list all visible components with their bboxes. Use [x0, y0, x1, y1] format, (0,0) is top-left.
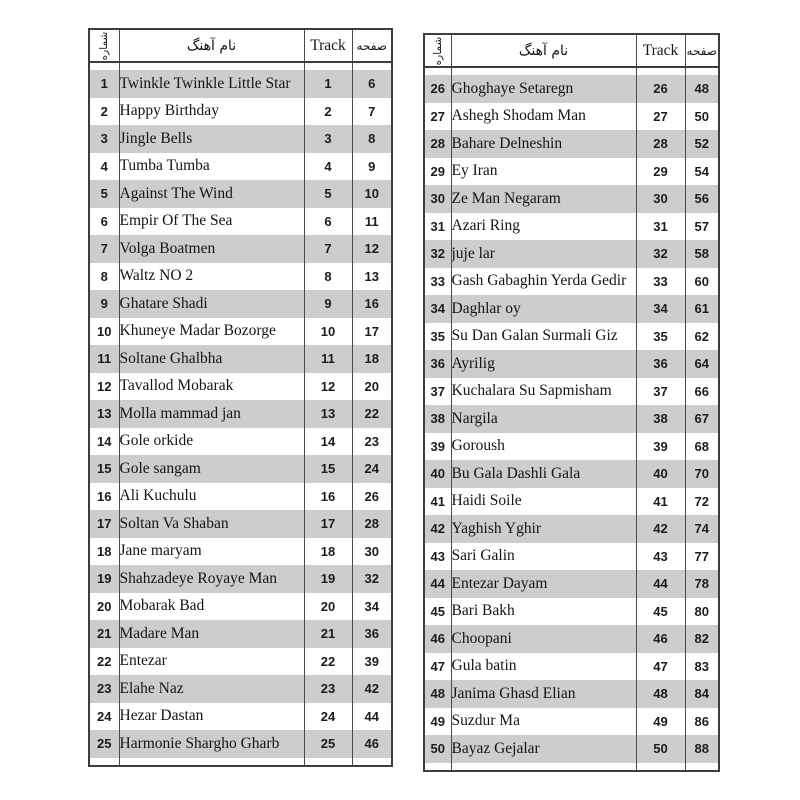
track-number-cell: 1	[304, 70, 352, 98]
track-number-cell: 23	[304, 675, 352, 703]
row-number-cell: 5	[89, 180, 119, 208]
table-row	[424, 75, 719, 103]
song-name-cell: Molla mammad jan	[119, 400, 304, 428]
table-row	[89, 153, 392, 181]
song-name-cell: Gash Gabaghin Yerda Gedir	[451, 268, 636, 296]
table-row	[424, 213, 719, 241]
table-row	[424, 350, 719, 378]
page-number-cell: 67	[685, 405, 719, 433]
page-number-cell: 82	[685, 625, 719, 653]
song-name-cell: Ayrilig	[451, 350, 636, 378]
row-number-cell: 35	[424, 323, 451, 351]
song-name-cell: Tumba Tumba	[119, 153, 304, 181]
track-number-cell: 35	[636, 323, 685, 351]
row-number-cell: 22	[89, 648, 119, 676]
row-number-cell: 11	[89, 345, 119, 373]
table-row	[89, 538, 392, 566]
page-number-cell: 7	[352, 98, 392, 126]
table-row	[424, 735, 719, 763]
song-name-cell: Madare Man	[119, 620, 304, 648]
page-number-cell: 22	[352, 400, 392, 428]
page-number-cell: 78	[685, 570, 719, 598]
song-name-cell: Yaghish Yghir	[451, 515, 636, 543]
song-name-cell: Ashegh Shodam Man	[451, 103, 636, 131]
song-name-cell: Su Dan Galan Surmali Giz	[451, 323, 636, 351]
table-row	[424, 323, 719, 351]
footer-spacer	[424, 763, 719, 771]
row-number-cell: 2	[89, 98, 119, 126]
row-number-cell: 23	[89, 675, 119, 703]
track-number-cell: 34	[636, 295, 685, 323]
table-row	[89, 648, 392, 676]
page-number-cell: 36	[352, 620, 392, 648]
song-name-cell: Entezar Dayam	[451, 570, 636, 598]
row-number-cell: 31	[424, 213, 451, 241]
song-name-cell: Shahzadeye Royaye Man	[119, 565, 304, 593]
col-header-track: Track	[636, 34, 685, 67]
row-number-cell: 7	[89, 235, 119, 263]
col-header-number	[89, 29, 119, 62]
page-number-cell: 86	[685, 708, 719, 736]
table-row	[424, 295, 719, 323]
song-name-cell: Elahe Naz	[119, 675, 304, 703]
table-row	[424, 543, 719, 571]
table-row	[89, 703, 392, 731]
song-name-cell: Bahare Delneshin	[451, 130, 636, 158]
row-number-cell: 28	[424, 130, 451, 158]
table-row	[424, 653, 719, 681]
row-number-cell: 46	[424, 625, 451, 653]
footer-spacer	[89, 758, 392, 766]
song-name-cell: Ey Iran	[451, 158, 636, 186]
track-number-cell: 31	[636, 213, 685, 241]
track-number-cell: 37	[636, 378, 685, 406]
page-number-cell: 60	[685, 268, 719, 296]
page-number-cell: 66	[685, 378, 719, 406]
row-number-cell: 19	[89, 565, 119, 593]
track-number-cell: 8	[304, 263, 352, 291]
table-row	[424, 268, 719, 296]
track-number-cell: 2	[304, 98, 352, 126]
track-number-cell: 6	[304, 208, 352, 236]
row-number-cell: 49	[424, 708, 451, 736]
song-name-cell: Nargila	[451, 405, 636, 433]
track-number-cell: 46	[636, 625, 685, 653]
track-number-cell: 30	[636, 185, 685, 213]
track-number-cell: 50	[636, 735, 685, 763]
track-number-cell: 25	[304, 730, 352, 758]
track-number-cell: 39	[636, 433, 685, 461]
page-number-cell: 30	[352, 538, 392, 566]
page-number-cell: 28	[352, 510, 392, 538]
song-name-cell: Sari Galin	[451, 543, 636, 571]
row-number-cell: 41	[424, 488, 451, 516]
row-number-cell: 18	[89, 538, 119, 566]
table-row	[424, 158, 719, 186]
page-number-cell: 88	[685, 735, 719, 763]
page-number-cell: 48	[685, 75, 719, 103]
table-row	[424, 708, 719, 736]
page-number-cell: 17	[352, 318, 392, 346]
page-number-cell: 20	[352, 373, 392, 401]
song-name-cell: Kuchalara Su Sapmisham	[451, 378, 636, 406]
song-name-cell: Tavallod Mobarak	[119, 373, 304, 401]
table-row	[89, 263, 392, 291]
page-number-cell: 34	[352, 593, 392, 621]
page-number-cell: 24	[352, 455, 392, 483]
track-number-cell: 48	[636, 680, 685, 708]
page-number-cell: 74	[685, 515, 719, 543]
page-number-cell: 26	[352, 483, 392, 511]
track-number-cell: 3	[304, 125, 352, 153]
table-row	[424, 680, 719, 708]
song-name-cell: Waltz NO 2	[119, 263, 304, 291]
row-number-cell: 14	[89, 428, 119, 456]
table-row	[424, 460, 719, 488]
song-index-table-left	[88, 28, 391, 767]
track-number-cell: 22	[304, 648, 352, 676]
table-row	[424, 488, 719, 516]
row-number-cell: 3	[89, 125, 119, 153]
track-number-cell: 45	[636, 598, 685, 626]
song-name-cell: Goroush	[451, 433, 636, 461]
page-number-cell: 72	[685, 488, 719, 516]
song-name-cell: Empir Of The Sea	[119, 208, 304, 236]
row-number-cell: 38	[424, 405, 451, 433]
table-row	[89, 70, 392, 98]
track-number-cell: 24	[304, 703, 352, 731]
table-row	[89, 208, 392, 236]
track-number-cell: 10	[304, 318, 352, 346]
row-number-cell: 50	[424, 735, 451, 763]
table-row	[89, 593, 392, 621]
table-row	[89, 290, 392, 318]
table-row	[89, 565, 392, 593]
row-number-cell: 15	[89, 455, 119, 483]
track-number-cell: 16	[304, 483, 352, 511]
track-number-cell: 14	[304, 428, 352, 456]
header-spacer	[89, 62, 392, 70]
table-row	[424, 433, 719, 461]
track-number-cell: 40	[636, 460, 685, 488]
page-number-cell: 44	[352, 703, 392, 731]
song-name-cell: Ghatare Shadi	[119, 290, 304, 318]
track-number-cell: 43	[636, 543, 685, 571]
row-number-cell: 42	[424, 515, 451, 543]
track-number-cell: 19	[304, 565, 352, 593]
song-name-cell: Haidi Soile	[451, 488, 636, 516]
row-number-cell: 44	[424, 570, 451, 598]
table-row	[89, 98, 392, 126]
header-row	[424, 34, 719, 67]
track-number-cell: 9	[304, 290, 352, 318]
page-number-cell: 56	[685, 185, 719, 213]
track-number-cell: 4	[304, 153, 352, 181]
row-number-cell: 36	[424, 350, 451, 378]
page-number-cell: 16	[352, 290, 392, 318]
row-number-cell: 47	[424, 653, 451, 681]
page-number-cell: 10	[352, 180, 392, 208]
page-number-cell: 80	[685, 598, 719, 626]
page-number-cell: 9	[352, 153, 392, 181]
page-number-cell: 46	[352, 730, 392, 758]
song-name-cell: Twinkle Twinkle Little Star	[119, 70, 304, 98]
song-name-cell: Mobarak Bad	[119, 593, 304, 621]
page-number-cell: 12	[352, 235, 392, 263]
page-number-cell: 70	[685, 460, 719, 488]
page-number-cell: 13	[352, 263, 392, 291]
track-number-cell: 36	[636, 350, 685, 378]
track-number-cell: 18	[304, 538, 352, 566]
song-name-cell: Hezar Dastan	[119, 703, 304, 731]
song-name-cell: Happy Birthday	[119, 98, 304, 126]
page-number-cell: 57	[685, 213, 719, 241]
col-header-page: صفحه	[685, 34, 719, 67]
song-name-cell: Suzdur Ma	[451, 708, 636, 736]
table-row	[89, 675, 392, 703]
track-number-cell: 44	[636, 570, 685, 598]
row-number-cell: 48	[424, 680, 451, 708]
song-name-cell: Ali Kuchulu	[119, 483, 304, 511]
page-number-cell: 39	[352, 648, 392, 676]
song-name-cell: Bu Gala Dashli Gala	[451, 460, 636, 488]
row-number-cell: 37	[424, 378, 451, 406]
page-number-cell: 18	[352, 345, 392, 373]
header-row	[89, 29, 392, 62]
song-name-cell: Soltane Ghalbha	[119, 345, 304, 373]
track-number-cell: 26	[636, 75, 685, 103]
track-number-cell: 13	[304, 400, 352, 428]
page-number-cell: 32	[352, 565, 392, 593]
song-name-cell: Bayaz Gejalar	[451, 735, 636, 763]
song-name-cell: Janima Ghasd Elian	[451, 680, 636, 708]
track-number-cell: 49	[636, 708, 685, 736]
table-row	[424, 515, 719, 543]
header-spacer	[424, 67, 719, 75]
table-row	[424, 570, 719, 598]
table-row	[89, 455, 392, 483]
track-number-cell: 41	[636, 488, 685, 516]
song-name-cell: Gula batin	[451, 653, 636, 681]
row-number-cell: 29	[424, 158, 451, 186]
page-number-cell: 58	[685, 240, 719, 268]
song-name-cell: Entezar	[119, 648, 304, 676]
track-number-cell: 32	[636, 240, 685, 268]
row-number-cell: 43	[424, 543, 451, 571]
track-number-cell: 15	[304, 455, 352, 483]
song-name-cell: Gole sangam	[119, 455, 304, 483]
page-number-cell: 11	[352, 208, 392, 236]
row-number-cell: 6	[89, 208, 119, 236]
track-number-cell: 28	[636, 130, 685, 158]
row-number-cell: 26	[424, 75, 451, 103]
table-row	[89, 400, 392, 428]
track-number-cell: 47	[636, 653, 685, 681]
page-number-cell: 8	[352, 125, 392, 153]
row-number-cell: 10	[89, 318, 119, 346]
table-row	[89, 235, 392, 263]
page-number-cell: 42	[352, 675, 392, 703]
table-row	[89, 428, 392, 456]
row-number-cell: 30	[424, 185, 451, 213]
col-header-song-name: نام آهنگ	[451, 34, 636, 67]
song-name-cell: Choopani	[451, 625, 636, 653]
col-header-number-label: شماره	[431, 36, 444, 65]
table-body-right	[424, 75, 719, 763]
song-name-cell: Volga Boatmen	[119, 235, 304, 263]
table-row	[89, 180, 392, 208]
song-name-cell: Against The Wind	[119, 180, 304, 208]
col-header-page: صفحه	[352, 29, 392, 62]
song-name-cell: Ze Man Negaram	[451, 185, 636, 213]
song-name-cell: Azari Ring	[451, 213, 636, 241]
row-number-cell: 20	[89, 593, 119, 621]
table-row	[89, 510, 392, 538]
track-number-cell: 11	[304, 345, 352, 373]
table-row	[89, 483, 392, 511]
row-number-cell: 25	[89, 730, 119, 758]
row-number-cell: 45	[424, 598, 451, 626]
table-row	[424, 598, 719, 626]
page-number-cell: 54	[685, 158, 719, 186]
track-number-cell: 42	[636, 515, 685, 543]
table-row	[424, 185, 719, 213]
track-number-cell: 7	[304, 235, 352, 263]
page-number-cell: 61	[685, 295, 719, 323]
row-number-cell: 24	[89, 703, 119, 731]
page-number-cell: 52	[685, 130, 719, 158]
row-number-cell: 27	[424, 103, 451, 131]
row-number-cell: 1	[89, 70, 119, 98]
song-name-cell: Gole orkide	[119, 428, 304, 456]
song-name-cell: Harmonie Shargho Gharb	[119, 730, 304, 758]
song-name-cell: Daghlar oy	[451, 295, 636, 323]
track-number-cell: 12	[304, 373, 352, 401]
row-number-cell: 8	[89, 263, 119, 291]
song-name-cell: Ghoghaye Setaregn	[451, 75, 636, 103]
track-number-cell: 17	[304, 510, 352, 538]
page-number-cell: 64	[685, 350, 719, 378]
row-number-cell: 32	[424, 240, 451, 268]
song-name-cell: Soltan Va Shaban	[119, 510, 304, 538]
row-number-cell: 16	[89, 483, 119, 511]
row-number-cell: 39	[424, 433, 451, 461]
table-row	[89, 373, 392, 401]
song-index-table-right	[423, 33, 718, 772]
row-number-cell: 17	[89, 510, 119, 538]
song-name-cell: juje lar	[451, 240, 636, 268]
page-number-cell: 84	[685, 680, 719, 708]
row-number-cell: 9	[89, 290, 119, 318]
song-name-cell: Jane maryam	[119, 538, 304, 566]
page-number-cell: 6	[352, 70, 392, 98]
page-number-cell: 62	[685, 323, 719, 351]
table-row	[424, 130, 719, 158]
track-number-cell: 29	[636, 158, 685, 186]
song-name-cell: Khuneye Madar Bozorge	[119, 318, 304, 346]
row-number-cell: 34	[424, 295, 451, 323]
page-number-cell: 23	[352, 428, 392, 456]
page-number-cell: 77	[685, 543, 719, 571]
col-header-number-label: شماره	[98, 31, 111, 60]
track-number-cell: 5	[304, 180, 352, 208]
track-number-cell: 27	[636, 103, 685, 131]
track-number-cell: 33	[636, 268, 685, 296]
track-number-cell: 21	[304, 620, 352, 648]
table-row	[89, 730, 392, 758]
table-row	[424, 625, 719, 653]
table-row	[424, 405, 719, 433]
track-number-cell: 38	[636, 405, 685, 433]
row-number-cell: 21	[89, 620, 119, 648]
row-number-cell: 40	[424, 460, 451, 488]
track-number-cell: 20	[304, 593, 352, 621]
row-number-cell: 33	[424, 268, 451, 296]
song-name-cell: Bari Bakh	[451, 598, 636, 626]
row-number-cell: 12	[89, 373, 119, 401]
page-number-cell: 83	[685, 653, 719, 681]
table-row	[424, 103, 719, 131]
col-header-song-name: نام آهنگ	[119, 29, 304, 62]
table-row	[89, 318, 392, 346]
row-number-cell: 4	[89, 153, 119, 181]
page-number-cell: 68	[685, 433, 719, 461]
song-name-cell: Jingle Bells	[119, 125, 304, 153]
col-header-number	[424, 34, 451, 67]
table-row	[89, 125, 392, 153]
table-row	[424, 378, 719, 406]
table-row	[89, 620, 392, 648]
table-row	[89, 345, 392, 373]
page-number-cell: 50	[685, 103, 719, 131]
table-body-left	[89, 70, 392, 758]
table-row	[424, 240, 719, 268]
row-number-cell: 13	[89, 400, 119, 428]
col-header-track: Track	[304, 29, 352, 62]
